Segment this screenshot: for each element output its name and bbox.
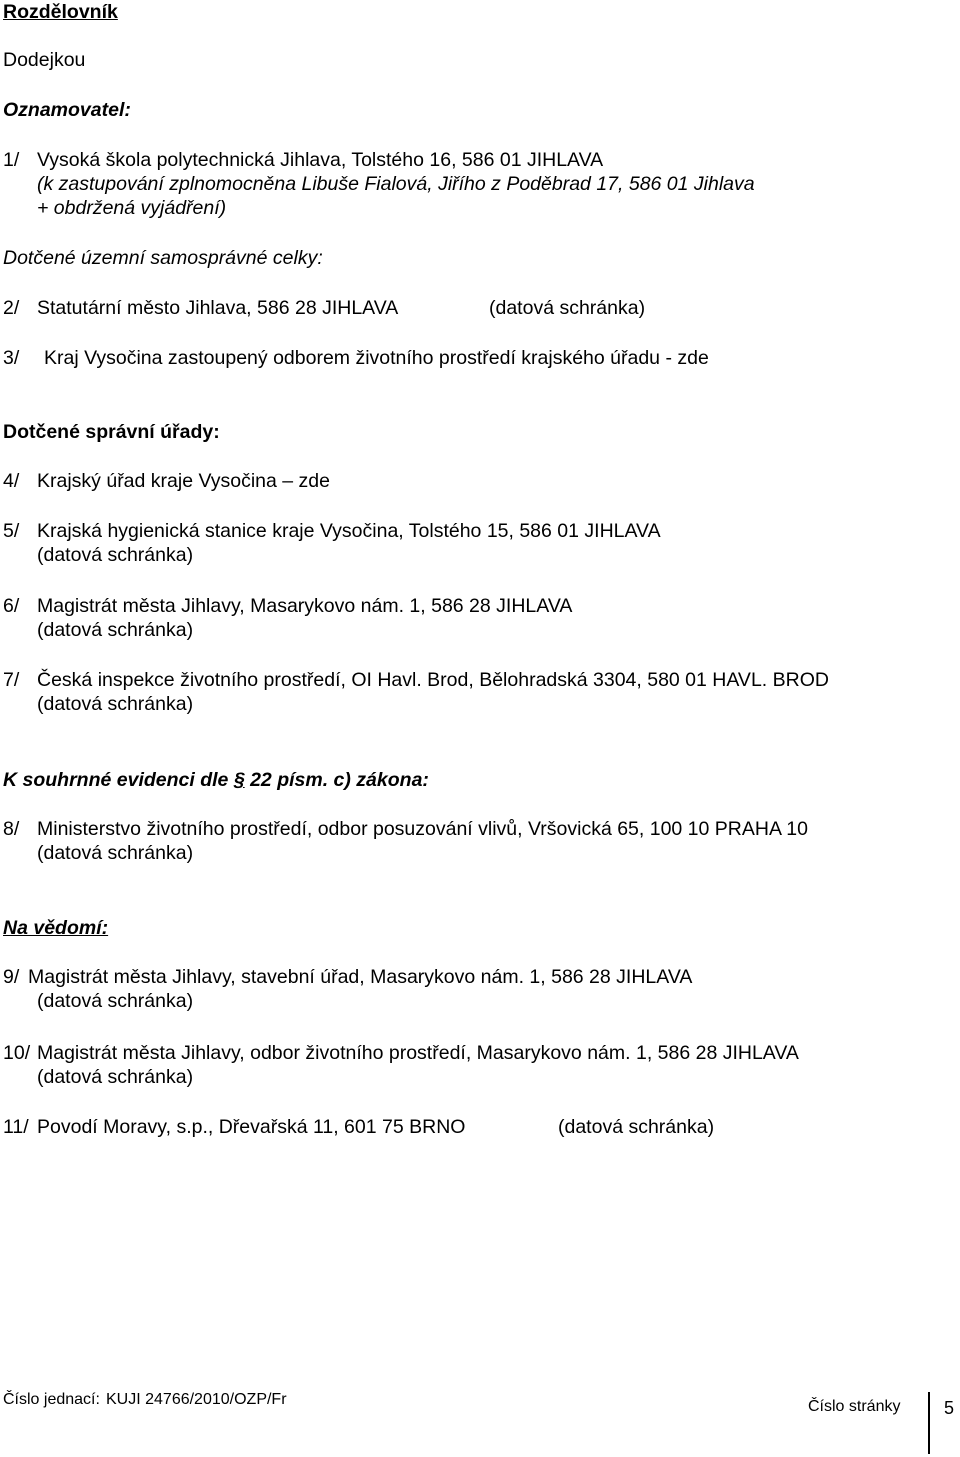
item-text: Krajský úřad kraje Vysočina – zde	[37, 470, 330, 492]
item-text: Ministerstvo životního prostředí, odbor posuzování vlivů, Vršovická 65, 100 10 PRAHA 10	[37, 818, 809, 840]
item-number: 5/	[3, 520, 20, 542]
item-text: Magistrát města Jihlavy, Masarykovo nám. 1, 586 28 JIHLAVA	[37, 595, 573, 617]
recipient-item-6	[0, 594, 960, 644]
item-note: (datová schránka)	[489, 297, 646, 319]
item-text: Statutární město Jihlava, 586 28 JIHLAVA	[37, 297, 399, 319]
recipient-item-10	[0, 1041, 960, 1091]
item-text: Povodí Moravy, s.p., Dřevařská 11, 601 75 BRNO	[37, 1116, 466, 1138]
item-note: (datová schránka)	[37, 1066, 194, 1088]
recipient-item-3	[0, 346, 960, 372]
notifier-heading: Oznamovatel:	[3, 99, 131, 121]
reference-number: KUJI 24766/2010/OZP/Fr	[106, 1391, 287, 1408]
item-note: (k zastupování zplnomocněna Libuše Fialová, Jiřího z Poděbrad 17, 586 01 Jihlava	[37, 173, 755, 195]
item-note: + obdržená vyjádření)	[37, 197, 227, 219]
item-number: 2/	[3, 297, 20, 319]
recipient-item-4	[0, 469, 960, 495]
page-label: Číslo stránky	[808, 1398, 901, 1415]
recipient-item-8	[0, 817, 960, 867]
item-text: Magistrát města Jihlavy, stavební úřad, Masarykovo nám. 1, 586 28 JIHLAVA	[28, 966, 693, 988]
item-note: (datová schránka)	[37, 619, 194, 641]
item-number: 8/	[3, 818, 20, 840]
section-symbol: §	[233, 769, 245, 791]
summary-pre: K souhrnné evidenci dle	[3, 769, 234, 791]
item-number: 6/	[3, 595, 20, 617]
item-note: (datová schránka)	[37, 693, 194, 715]
recipient-item-1	[0, 148, 960, 223]
recipient-item-11	[0, 1115, 960, 1141]
item-note: (datová schránka)	[558, 1116, 715, 1138]
item-text: Magistrát města Jihlavy, odbor životního prostředí, Masarykovo nám. 1, 586 28 JIHLAVA	[37, 1042, 799, 1064]
item-number: 9/	[3, 966, 20, 988]
section-heading-territorial: Dotčené územní samosprávné celky:	[3, 247, 323, 269]
item-number: 1/	[3, 149, 20, 171]
item-text: Vysoká škola polytechnická Jihlava, Tolstého 16, 586 01 JIHLAVA	[37, 149, 604, 171]
item-number: 7/	[3, 669, 20, 691]
item-number: 3/	[3, 347, 20, 369]
page-number: 5	[944, 1398, 955, 1418]
item-number: 11/	[3, 1116, 29, 1138]
recipient-item-5	[0, 519, 960, 569]
section-heading-authorities: Dotčené správní úřady:	[3, 421, 220, 443]
item-note: (datová schránka)	[37, 842, 194, 864]
item-number: 10/	[3, 1042, 31, 1064]
recipient-item-7	[0, 668, 960, 718]
section-heading-summary	[3, 768, 429, 792]
delivery-method: Dodejkou	[3, 49, 86, 71]
reference-label: Číslo jednací:	[3, 1391, 100, 1408]
item-text: Česká inspekce životního prostředí, OI Havl. Brod, Bělohradská 3304, 580 01 HAVL. BROD	[37, 669, 829, 691]
page-title: Rozdělovník	[3, 1, 118, 23]
recipient-item-2	[0, 296, 960, 322]
summary-post: 22 písm. c) zákona:	[244, 769, 429, 791]
section-heading-info: Na vědomí:	[3, 917, 109, 939]
item-number: 4/	[3, 470, 20, 492]
item-note: (datová schránka)	[37, 990, 194, 1012]
footer-divider	[928, 1392, 930, 1454]
item-text: Kraj Vysočina zastoupený odborem životního prostředí krajského úřadu - zde	[44, 347, 709, 369]
item-note: (datová schránka)	[37, 544, 194, 566]
item-text: Krajská hygienická stanice kraje Vysočina, Tolstého 15, 586 01 JIHLAVA	[37, 520, 661, 542]
recipient-item-9	[0, 965, 960, 1015]
